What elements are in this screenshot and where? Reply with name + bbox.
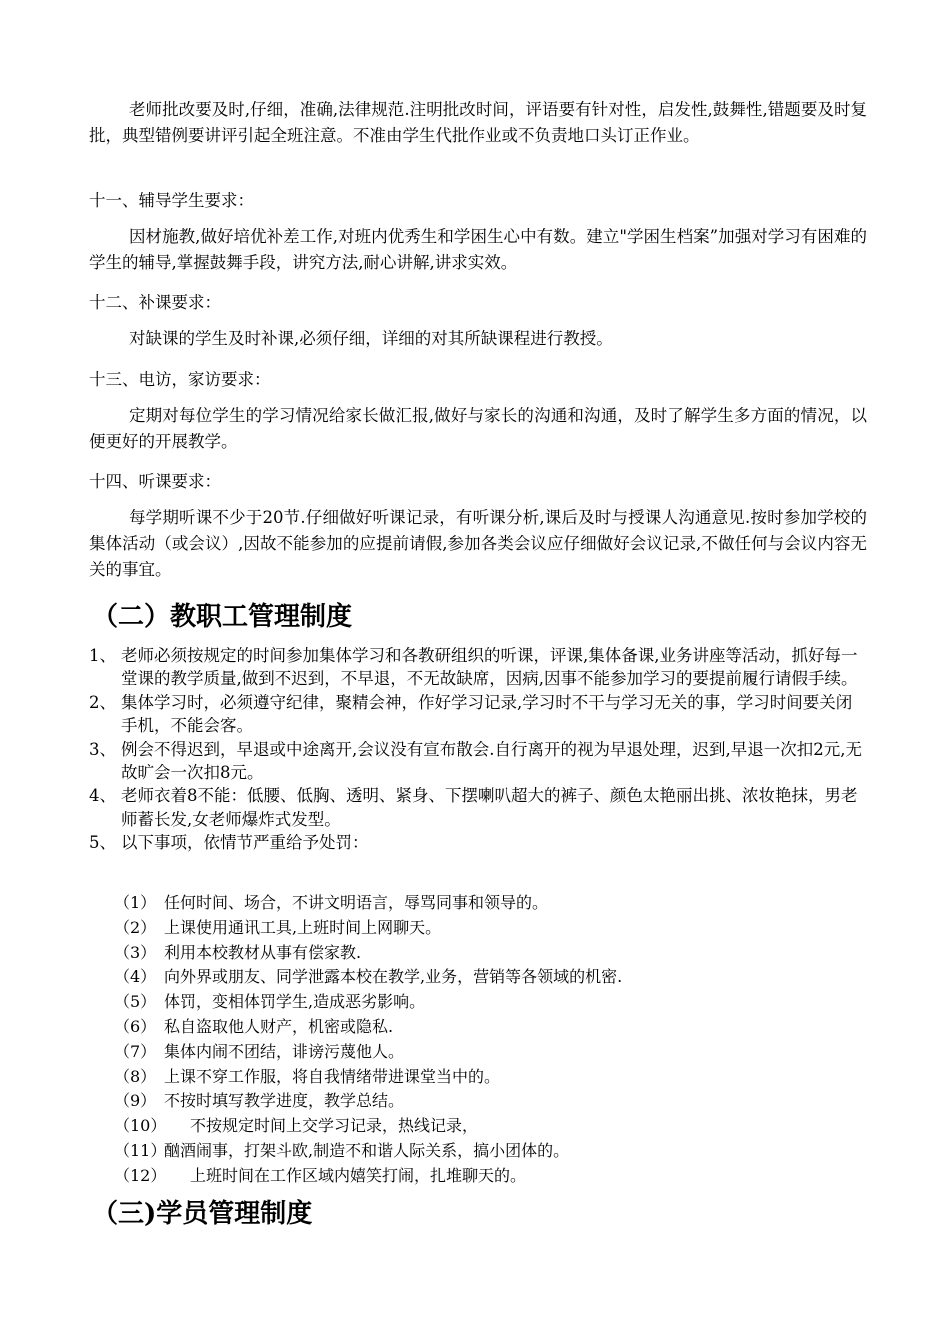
penalty-item-number: （6）: [114, 1016, 157, 1036]
list-item: [89, 691, 867, 738]
heading-makeup-class: 十二、补课要求：: [89, 293, 221, 312]
penalty-item: [114, 916, 854, 941]
penalty-item-text: 集体内闹不团结，诽谤污蔑他人。: [164, 1041, 405, 1061]
paragraph-makeup-class: 对缺课的学生及时补课,必须仔细，详细的对其所缺课程进行教授。: [129, 329, 613, 348]
penalty-item-number: （7）: [114, 1041, 157, 1061]
heading-tutoring: 十一、辅导学生要求：: [89, 191, 254, 210]
penalty-item-number: （9）: [114, 1091, 157, 1111]
penalty-item-number: （2）: [114, 917, 157, 937]
penalty-item-number: （10）: [114, 1116, 167, 1136]
penalty-item: [114, 1139, 854, 1164]
penalty-item-number: （11）: [114, 1140, 167, 1160]
staff-rules-list: [89, 644, 867, 855]
penalty-item-text: 向外界或朋友、同学泄露本校在教学,业务，营销等各领域的机密.: [164, 967, 623, 987]
paragraph-lesson-observation: 每学期听课不少于20节.仔细做好听课记录，有听课分析,课后及时与授课人沟通意见.按时参加学校的集体活动（或会议）,因故不能参加的应提前请假,参加各类会议应仔细做好会议记录,不做任何与会议内容无关的事宜。: [89, 508, 867, 579]
list-item-number: 3、: [89, 739, 116, 759]
list-item-number: 1、: [89, 646, 116, 665]
heading-lesson-observation: 十四、听课要求：: [89, 472, 221, 491]
penalty-item-number: （4）: [114, 967, 157, 987]
penalty-item-text: 上课不穿工作服，将自我情绪带进课堂当中的。: [164, 1066, 501, 1086]
penalty-item-text: 上课使用通讯工具,上班时间上网聊天。: [164, 917, 442, 937]
section-title-student-rules: （三)学员管理制度: [92, 1199, 313, 1229]
list-item: [89, 784, 867, 831]
penalty-item-text: 不按规定时间上交学习记录，热线记录，: [190, 1116, 479, 1136]
list-item-text: 老师必须按规定的时间参加集体学习和各教研组织的听课，评课,集体备课,业务讲座等活动，抓好每一堂课的教学质量,做到不迟到，不早退，不无故缺席，因病,因事不能参加学习的要提前履行请假手续。: [121, 646, 858, 689]
penalty-item-number: （8）: [114, 1066, 157, 1086]
penalty-item: [114, 1040, 854, 1065]
list-item-text: 以下事项，依情节严重给予处罚：: [121, 833, 369, 853]
penalty-list: [114, 891, 854, 1189]
penalty-item-number: （3）: [114, 942, 157, 962]
penalty-item-text: 利用本校教材从事有偿家教.: [164, 942, 362, 962]
section-title-staff-rules: （二）教职工管理制度: [92, 602, 353, 632]
penalty-item: [114, 990, 854, 1015]
penalty-item: [114, 891, 854, 916]
penalty-item-text: 上班时间在工作区域内嬉笑打闹，扎堆聊天的。: [190, 1165, 527, 1185]
paragraph-home-visit: 定期对每位学生的学习情况给家长做汇报,做好与家长的沟通和沟通，及时了解学生多方面的情况，以便更好的开展教学。: [89, 406, 867, 451]
list-item: [89, 644, 867, 691]
penalty-item-text: 不按时填写教学进度，教学总结。: [164, 1091, 405, 1111]
penalty-item: [114, 1089, 854, 1114]
penalty-item-number: （5）: [114, 992, 157, 1012]
penalty-item: [114, 965, 854, 990]
penalty-item-text: 任何时间、场合，不讲文明语言，辱骂同事和领导的。: [164, 893, 549, 912]
penalty-item: [114, 1065, 854, 1090]
penalty-item-number: （12）: [114, 1165, 167, 1185]
penalty-item: [114, 1114, 854, 1139]
penalty-item-text: 体罚，变相体罚学生,造成恶劣影响。: [164, 992, 426, 1012]
list-item-number: 2、: [89, 692, 116, 712]
penalty-item: [114, 941, 854, 966]
list-item-text: 集体学习时，必须遵守纪律，聚精会神，作好学习记录,学习时不干与学习无关的事，学习时间要关闭手机，不能会客。: [121, 692, 853, 736]
penalty-item-text: 私自盗取他人财产，机密或隐私.: [164, 1016, 394, 1036]
paragraph-grading: 老师批改要及时,仔细，准确,法律规范.注明批改时间，评语要有针对性，启发性,鼓舞性,错题要及时复批，典型错例要讲评引起全班注意。不准由学生代批作业或不负责地口头订正作业。: [89, 100, 867, 145]
paragraph-tutoring: 因材施教,做好培优补差工作,对班内优秀生和学困生心中有数。建立"学困生档案”加强对学习有困难的学生的辅导,掌握鼓舞手段，讲究方法,耐心讲解,讲求实效。: [89, 227, 867, 272]
penalty-item-text: 酗酒闹事，打架斗欧,制造不和谐人际关系，搞小团体的。: [164, 1140, 570, 1160]
list-item: [89, 738, 867, 785]
list-item-text: 老师衣着8不能：低腰、低胸、透明、紧身、下摆喇叭超大的裤子、颜色太艳丽出挑、浓妆艳抹，男老师蓄长发,女老师爆炸式发型。: [121, 786, 858, 829]
list-item: [89, 831, 867, 854]
penalty-item: [114, 1164, 854, 1189]
list-item-number: 5、: [89, 833, 116, 853]
list-item-number: 4、: [89, 786, 116, 806]
penalty-item: [114, 1015, 854, 1040]
list-item-text: 例会不得迟到，早退或中途离开,会议没有宣布散会.自行离开的视为早退处理，迟到,早退一次扣2元,无故旷会一次扣8元。: [121, 739, 862, 783]
penalty-item-number: （1）: [114, 893, 157, 912]
heading-home-visit: 十三、电访，家访要求：: [89, 370, 271, 389]
